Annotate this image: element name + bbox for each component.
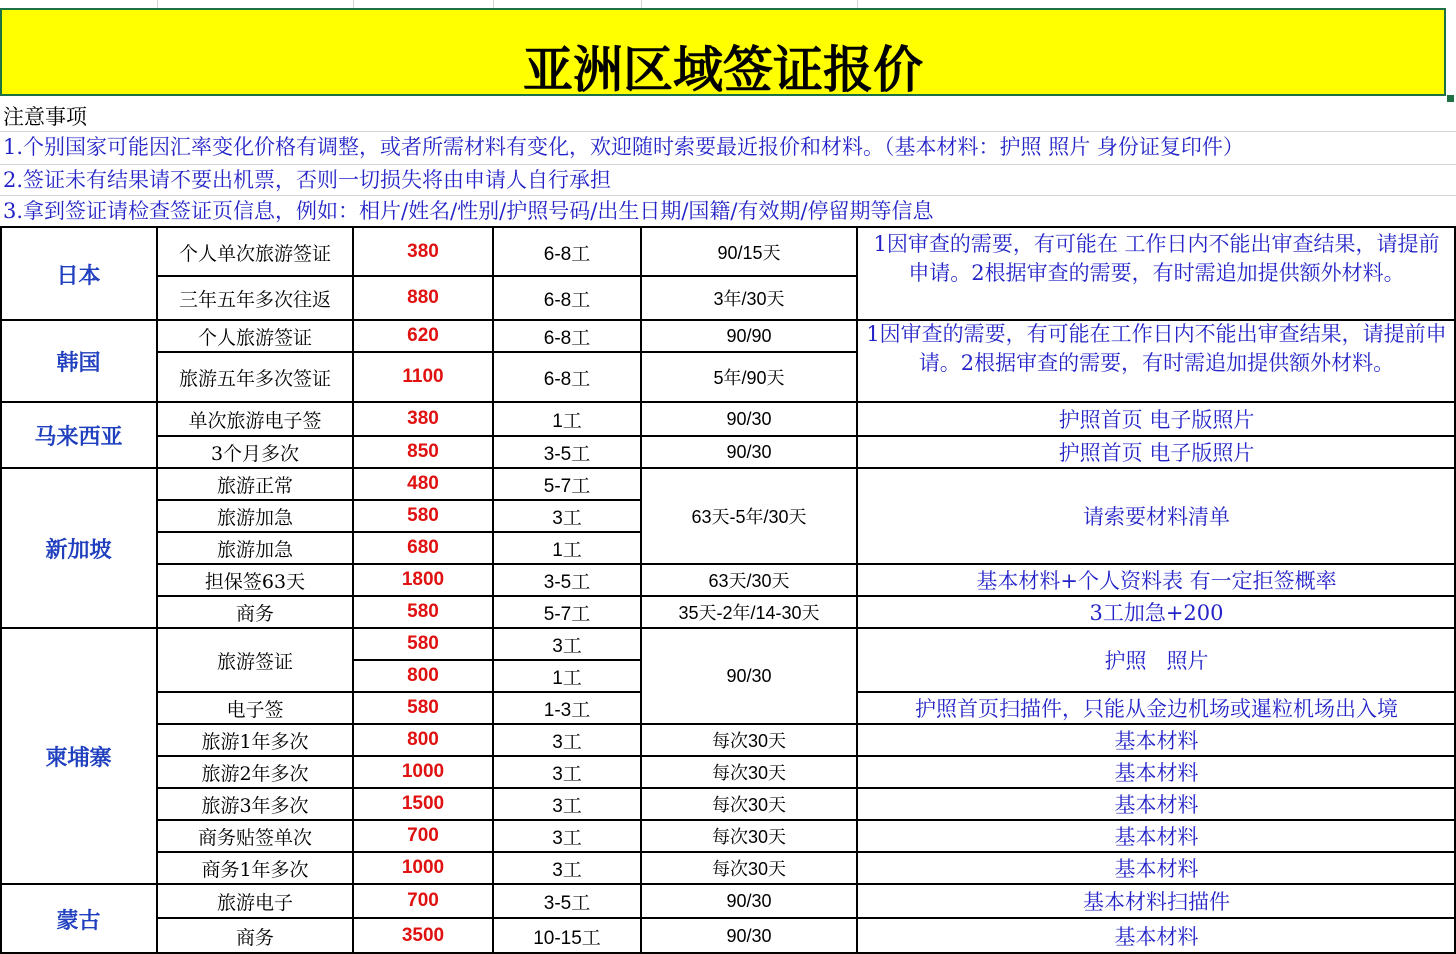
price-cell[interactable]: 580 [407,697,439,718]
processing-time-cell[interactable]: 3工 [552,635,582,657]
processing-time-cell[interactable]: 3工 [552,795,582,817]
price-cell[interactable]: 680 [407,537,439,558]
remark-cell[interactable]: 基本材料 [1114,729,1199,753]
remark-cell[interactable]: 基本材料 [1114,857,1199,881]
grid-line [640,226,642,954]
grid-line [353,659,641,661]
price-cell[interactable]: 380 [407,408,439,429]
grid-line [157,851,1456,853]
price-cell[interactable]: 700 [407,825,439,846]
visa-type-cell[interactable]: 担保签63天 [204,570,306,593]
remark-cell[interactable]: 基本材料扫描件 [1083,890,1230,914]
validity-cell-merged[interactable]: 90/30 [726,665,772,686]
remark-cell[interactable]: 护照首页 电子版照片 [1058,408,1255,432]
price-cell[interactable]: 850 [407,441,439,462]
note-3[interactable]: 3.拿到签证请检查签证页信息，例如：相片/姓名/性别/护照号码/出生日期/国籍/有效期/停留期等信息 [0,196,1456,227]
remark-cell[interactable]: 3工加急+200 [1089,601,1224,625]
price-cell[interactable]: 620 [407,325,439,346]
country-japan[interactable]: 日本 [56,262,101,289]
notes-heading[interactable]: 注意事项 [0,102,1456,132]
validity-cell-merged[interactable]: 63天-5年/30天 [691,507,807,527]
grid-line [157,351,857,353]
visa-type-cell[interactable]: 三年五年多次往返 [178,288,331,311]
price-cell[interactable]: 700 [407,890,439,911]
grid-line [0,226,1456,228]
visa-type-cell[interactable]: 旅游3年多次 [201,794,309,817]
validity-cell[interactable]: 每次30天 [711,731,787,751]
grid-line [0,467,1456,469]
grid-line [157,691,641,693]
processing-time-cell[interactable]: 3工 [552,763,582,785]
remark-cell[interactable]: 基本材料 [1114,761,1199,785]
grid-line [157,755,1456,757]
country-malaysia[interactable]: 马来西亚 [34,423,123,450]
grid-line [0,319,1456,321]
visa-type-cell[interactable]: 3个月多次 [210,442,300,465]
processing-time-cell[interactable]: 3工 [552,859,582,881]
remark-cell[interactable]: 1因审查的需要，有可能在工作日内不能出审查结果，请提前申请。2根据审查的需要，有时需追加提供额外材料。 [866,322,1447,375]
processing-time-cell[interactable]: 10-15工 [533,927,601,949]
validity-cell[interactable]: 35天-2年/14-30天 [678,603,820,623]
remark-cell[interactable]: 护照首页 电子版照片 [1058,441,1255,465]
processing-time-cell[interactable]: 6-8工 [543,327,591,349]
validity-cell[interactable]: 90/90 [726,325,772,346]
price-cell[interactable]: 3500 [401,925,445,946]
visa-type-cell[interactable]: 商务贴签单次 [197,826,312,849]
price-cell[interactable]: 480 [407,473,439,494]
processing-time-cell[interactable]: 3工 [552,731,582,753]
validity-cell[interactable]: 90/30 [726,890,772,911]
visa-type-cell[interactable]: 旅游加急 [216,538,293,561]
grid-line [157,917,1456,919]
remark-cell[interactable]: 基本材料 [1114,925,1199,949]
visa-type-cell[interactable]: 旅游五年多次签证 [178,367,331,390]
grid-line [157,435,1456,437]
price-cell[interactable]: 1800 [401,569,445,590]
grid-line [157,563,1456,565]
validity-cell[interactable]: 3年/30天 [713,289,785,309]
country-mongolia[interactable]: 蒙古 [56,907,101,934]
remark-cell[interactable]: 请索要材料清单 [1083,505,1230,529]
remark-cell[interactable]: 护照首页扫描件，只能从金边机场或暹粒机场出入境 [915,697,1398,721]
column-divider [857,0,858,8]
grid-line [857,691,1456,693]
grid-line [157,275,857,277]
validity-cell[interactable]: 每次30天 [711,763,787,783]
validity-cell[interactable]: 每次30天 [711,859,787,879]
price-cell[interactable]: 580 [407,633,439,654]
column-divider [157,0,158,8]
note-1[interactable]: 1.个别国家可能因汇率变化价格有调整，或者所需材料有变化，欢迎随时索要最近报价和材料。（基本材料：护照 照片 身份证复印件） [0,132,1456,165]
validity-cell[interactable]: 90/30 [726,408,772,429]
visa-type-cell[interactable]: 电子签 [226,698,284,721]
validity-cell[interactable]: 90/30 [726,441,772,462]
processing-time-cell[interactable]: 6-8工 [543,368,591,390]
column-divider [493,0,494,8]
grid-line [157,787,1456,789]
grid-line [492,226,494,954]
price-cell[interactable]: 580 [407,505,439,526]
processing-time-cell[interactable]: 6-8工 [543,243,591,265]
visa-type-cell[interactable]: 旅游电子 [216,891,293,914]
processing-time-cell[interactable]: 5-7工 [543,475,591,497]
grid-line [0,401,1456,403]
price-cell[interactable]: 580 [407,601,439,622]
validity-cell[interactable]: 90/30 [726,925,772,946]
price-cell[interactable]: 1500 [401,793,445,814]
validity-cell[interactable]: 90/15天 [717,243,781,263]
processing-time-cell[interactable]: 3-5工 [543,892,591,914]
remark-cell[interactable]: 基本材料 [1114,793,1199,817]
column-divider [641,0,642,8]
grid-line [0,226,2,954]
visa-type-cell[interactable]: 单次旅游电子签 [188,409,322,432]
grid-line [156,226,158,954]
processing-time-cell[interactable]: 1工 [552,410,582,432]
column-header-strip [0,0,1456,8]
processing-time-cell[interactable]: 3-5工 [543,443,591,465]
visa-type-cell[interactable]: 商务 [235,926,274,949]
country-cambodia[interactable]: 柬埔寨 [45,744,112,771]
price-cell[interactable]: 800 [407,729,439,750]
price-cell[interactable]: 1000 [401,761,445,782]
grid-line [0,627,1456,629]
visa-type-cell[interactable]: 旅游加急 [216,506,293,529]
grid-line [157,723,1456,725]
remark-cell[interactable]: 基本材料 [1114,825,1199,849]
processing-time-cell[interactable]: 3工 [552,507,582,529]
price-cell[interactable]: 1000 [401,857,445,878]
selection-fill-handle[interactable] [1447,95,1454,102]
page-title[interactable]: 亚洲区域签证报价 [0,8,1446,96]
grid-line [856,226,858,954]
price-cell[interactable]: 880 [407,287,439,308]
processing-time-cell[interactable]: 6-8工 [543,289,591,311]
country-korea[interactable]: 韩国 [56,349,101,376]
processing-time-cell[interactable]: 1-3工 [543,699,591,721]
country-singapore[interactable]: 新加坡 [45,536,112,563]
validity-cell[interactable]: 63天/30天 [708,571,790,591]
processing-time-cell[interactable]: 3-5工 [543,571,591,593]
validity-cell[interactable]: 每次30天 [711,795,787,815]
grid-line [157,499,641,501]
validity-cell[interactable]: 5年/90天 [713,368,785,388]
price-cell[interactable]: 1100 [402,366,444,387]
grid-line [157,819,1456,821]
processing-time-cell[interactable]: 1工 [552,539,582,561]
processing-time-cell[interactable]: 1工 [552,667,582,689]
validity-cell[interactable]: 每次30天 [711,827,787,847]
visa-type-cell[interactable]: 旅游正常 [216,474,293,497]
visa-type-cell[interactable]: 个人单次旅游签证 [178,242,331,265]
note-2[interactable]: 2.签证未有结果请不要出机票，否则一切损失将由申请人自行承担 [0,165,1456,196]
visa-type-cell[interactable]: 个人旅游签证 [197,326,312,349]
visa-type-cell[interactable]: 商务 [235,602,274,625]
grid-line [0,883,1456,885]
remark-cell[interactable]: 护照 照片 [1104,649,1209,673]
grid-line [352,226,354,954]
remark-cell[interactable]: 基本材料+个人资料表 有一定拒签概率 [976,569,1337,593]
column-divider [353,0,354,8]
grid-line [157,531,641,533]
visa-type-cell[interactable]: 旅游2年多次 [201,762,309,785]
grid-line [157,595,1456,597]
visa-type-cell[interactable]: 商务1年多次 [201,858,309,881]
visa-type-cell[interactable]: 旅游签证 [216,650,293,673]
remark-cell[interactable]: 1因审查的需要，有可能在 工作日内不能出审查结果，请提前申请。2根据审查的需要，有时需追加提供额外材料。 [873,232,1440,285]
processing-time-cell[interactable]: 3工 [552,827,582,849]
processing-time-cell[interactable]: 5-7工 [543,603,591,625]
visa-type-cell[interactable]: 旅游1年多次 [201,730,309,753]
price-cell[interactable]: 380 [407,241,439,262]
price-cell[interactable]: 800 [407,665,439,686]
